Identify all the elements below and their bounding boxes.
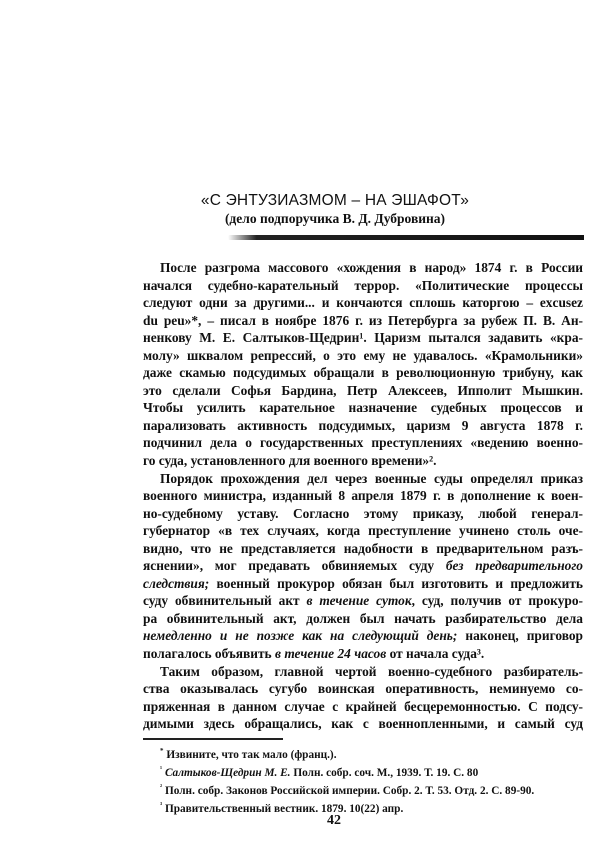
text-segment: но-судебному уставу. Согласно этому приказу, любой генерал- [143,505,583,521]
text-line [143,329,583,347]
italic-text: в течение 24 часов [274,646,387,662]
text-line [143,382,583,400]
text-segment: Порядок прохождения дел через военные суды определял приказ [160,470,583,486]
footnotes [160,744,534,816]
text-segment: Полн. собр. соч. М., 1939. Т. 19. С. 80 [290,766,479,779]
text-segment: это сделали Софья Бардина, Петр Алексеев, Ипполит Мышкин. [143,382,583,398]
text-segment: Извините, что так мало (франц.). [166,748,337,761]
title-rule-divider [228,235,584,240]
text-segment: го суда, установленного для военного времени»². [143,453,437,469]
text-segment: ра обвинительный акт, должен был начать разбирательство дела [143,610,583,626]
page-number: 42 [327,813,341,828]
footnote [160,762,534,780]
text-segment: суду обвинительный акт [143,593,307,609]
body-text [143,259,583,733]
text-segment: парализовать активность подсудимых, царизм 9 августа 1878 г. [143,417,583,433]
text-line [143,470,583,488]
text-line [143,294,583,312]
text-segment: яснении», мог предавать обвиняемых суду [143,558,446,574]
text-line [143,277,583,295]
footnote-mark: ² [160,782,163,791]
text-line [143,592,583,610]
text-line [143,522,583,540]
text-line [143,259,583,277]
italic-text: без предварительного [445,558,583,574]
text-line [143,505,583,523]
text-line [143,417,583,435]
text-line [143,347,583,365]
text-segment: Чтобы усилить карательное назначение судебных процессов и [143,400,583,416]
text-segment: ненкову М. Е. Салтыков-Щедрин¹. Царизм пытался задавить «кра- [143,330,583,346]
text-line [143,487,583,505]
text-segment: наконец, приговор [457,628,583,644]
text-segment: следуют одни за другими... и кончаются сплошь каторгою – excusez [143,295,583,311]
text-segment: , суд, получив от прокуро- [411,593,584,609]
text-segment: молу» шквалом репрессий, о это ему не удавалось. «Крамольники» [143,347,583,363]
text-line [143,312,583,330]
text-line [143,399,583,417]
footnote [160,744,534,762]
text-line [143,610,583,628]
text-segment: видно, что не представляется надобности в предварительном разъ- [143,540,583,556]
footnote-mark: ¹ [160,764,163,773]
text-segment: После разгрома массового «хождения в народ» 1874 г. в России [160,260,583,275]
text-line [143,540,583,558]
text-segment: губернатор «в тех случаях, когда преступление учинено столь оче- [143,523,583,539]
text-segment: Таким образом, главной чертой военно-судебного разбиратель- [160,663,583,679]
chapter-title: «С ЭНТУЗИАЗМОМ – НА ЭШАФОТ» [200,192,470,209]
text-line [143,557,583,575]
text-line [143,645,583,663]
text-line [143,663,583,681]
text-segment: военного министра, изданный 8 апреля 1879 г. в дополнение к воен- [143,488,583,504]
text-line [143,452,583,470]
text-segment: даже скамью подсудимых обращали в революционную трибуну, как [143,365,583,381]
text-segment: Правительственный вестник. 1879. 10(22) апр. [164,802,404,815]
text-segment: du peu»*, – писал в ноябре 1876 г. из Петербурга за рубеж П. В. Ан- [143,312,583,328]
italic-text: следствия; [143,575,210,591]
text-segment: подчинил дела о государственных преступлениях «ведению военно- [143,435,583,451]
text-segment: от начала суда³. [386,646,485,662]
italic-text: немедленно и не позже как на следующий день; [143,628,458,644]
text-segment: пряженная в данном случае с крайней бесцеремонностью. С подсу- [143,698,583,714]
text-line [143,575,583,593]
text-line [143,680,583,698]
text-segment: военный прокурор обязан был изготовить и предложить [209,575,583,591]
text-line [143,715,583,733]
italic-text: Салтыков-Щедрин М. Е. [164,766,291,779]
text-segment: Полн. собр. Законов Российской империи. Собр. 2. Т. 53. Отд. 2. С. 89-90. [164,784,535,797]
footnote-mark: * [160,747,164,755]
chapter-subtitle: (дело подпоручика В. Д. Дубровина) [224,211,446,226]
text-line [143,698,583,716]
text-line [143,627,583,645]
text-segment: полагалось объявить [143,646,275,662]
footnote [160,780,534,798]
footnote-mark: ³ [160,800,163,809]
text-segment: начался судебно-карательный террор. «Политические процессы [143,277,583,293]
text-line [143,364,583,382]
footnote-divider [143,738,283,740]
text-segment: ства оказывалась сугубо воинская оперативность, неминуемо со- [143,681,583,697]
text-line [143,434,583,452]
italic-text: в течение суток [306,593,412,609]
text-segment: димыми здесь обращались, как с военнопленными, и самый суд [143,716,583,732]
